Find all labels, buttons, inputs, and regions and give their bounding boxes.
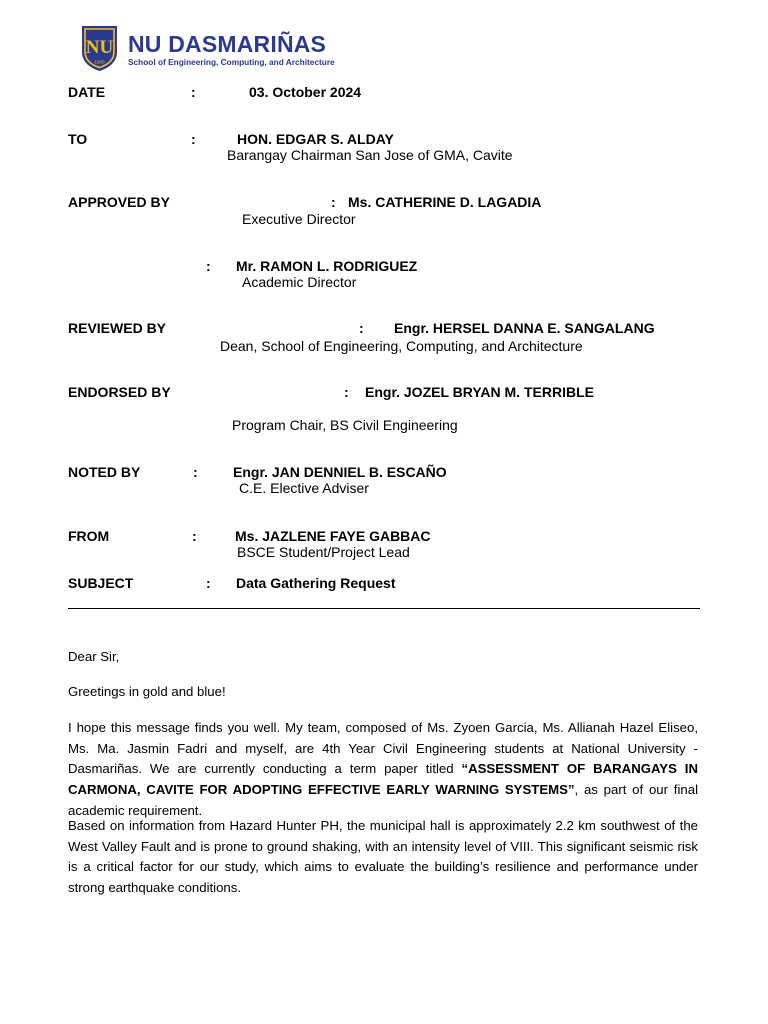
subject-colon: : <box>206 575 211 591</box>
logo-monogram: NU <box>85 37 114 58</box>
endorsed-by-title: Program Chair, BS Civil Engineering <box>232 417 458 433</box>
term-paper-title: “ASSESSMENT OF BARANGAYS IN CARMONA, CAVITE FOR ADOPTING EFFECTIVE EARLY WARNING SYSTEMS” <box>68 761 698 798</box>
from-name: Ms. JAZLENE FAYE GABBAC <box>235 528 431 544</box>
nu-shield-icon <box>78 24 121 72</box>
subject-label: SUBJECT <box>68 575 134 591</box>
paragraph-intro-text: I hope this message finds you well. My team, composed of Ms. Zyoen Garcia, Ms. Allianah Hazel Eliseo, Ms. Ma. Jasmin Fadri and myself, are 4th Year Civil Engineering students at National University - Dasmariñas. We are currently conducting a term paper titled <box>68 720 698 777</box>
noted-by-name: Engr. JAN DENNIEL B. ESCAÑO <box>233 464 447 480</box>
paragraph-intro-outro: , as part of our final academic requirement. <box>68 782 698 818</box>
university-logo <box>78 24 335 72</box>
reviewed-by-colon: : <box>359 320 364 336</box>
salutation: Dear Sir, <box>68 649 120 664</box>
header-divider <box>68 608 700 609</box>
greeting: Greetings in gold and blue! <box>68 684 226 699</box>
date-colon: : <box>191 84 196 100</box>
reviewed-by-title: Dean, School of Engineering, Computing, and Architecture <box>220 338 583 354</box>
noted-by-title: C.E. Elective Adviser <box>239 480 369 496</box>
logo-year: 1900 <box>94 59 105 65</box>
reviewed-by-name: Engr. HERSEL DANNA E. SANGALANG <box>394 320 655 336</box>
noted-by-colon: : <box>193 464 198 480</box>
endorsed-by-name: Engr. JOZEL BRYAN M. TERRIBLE <box>365 384 594 400</box>
reviewed-by-label: REVIEWED BY <box>68 320 167 336</box>
noted-by-label: NOTED BY <box>68 464 141 480</box>
subject-value: Data Gathering Request <box>236 575 396 591</box>
approved-by-label: APPROVED BY <box>68 194 170 210</box>
from-colon: : <box>192 528 197 544</box>
approved-by-colon: : <box>331 194 336 210</box>
to-colon: : <box>191 131 196 147</box>
paragraph-intro <box>68 718 698 822</box>
date-value: 03. October 2024 <box>249 84 362 100</box>
approved-by-name-1: Ms. CATHERINE D. LAGADIA <box>348 194 542 210</box>
endorsed-by-colon: : <box>344 384 349 400</box>
from-title: BSCE Student/Project Lead <box>237 544 410 560</box>
to-title: Barangay Chairman San Jose of GMA, Cavite <box>227 147 513 163</box>
logo-subtitle: School of Engineering, Computing, and Architecture <box>128 57 335 67</box>
logo-name: NU DASMARIÑAS <box>128 31 327 57</box>
approved-by-colon-2: : <box>206 258 211 274</box>
approved-by-title-2: Academic Director <box>242 274 357 290</box>
to-label: TO <box>68 131 88 147</box>
to-name: HON. EDGAR S. ALDAY <box>237 131 394 147</box>
approved-by-title-1: Executive Director <box>242 211 356 227</box>
approved-by-name-2: Mr. RAMON L. RODRIGUEZ <box>236 258 418 274</box>
date-label: DATE <box>68 84 106 100</box>
endorsed-by-label: ENDORSED BY <box>68 384 171 400</box>
paragraph-hazard: Based on information from Hazard Hunter PH, the municipal hall is approximately 2.2 km southwest of the West Valley Fault and is prone to ground shaking, with an intensity level of VIII. This significant seismic risk is a critical factor for our study, which aims to evaluate the building’s resilience and performance under strong earthquake conditions. <box>68 818 698 896</box>
from-label: FROM <box>68 528 110 544</box>
